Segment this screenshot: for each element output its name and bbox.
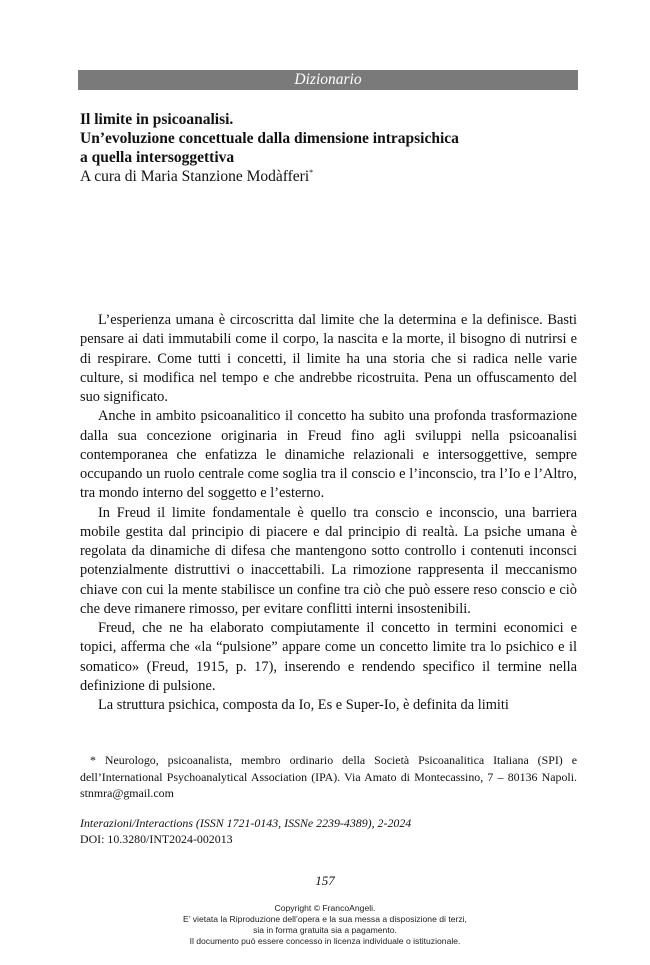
curator-name: A cura di Maria Stanzione Modàfferi — [80, 168, 310, 185]
copyright-line: Il documento può essere concesso in licenza individuale o istituzionale. — [189, 936, 461, 946]
article-title-line-1: Il limite in psicoanalisi. — [80, 111, 234, 128]
journal-citation: Interazioni/Interactions (ISSN 1721-0143, ISSNe 2239-4389), 2-2024 — [80, 816, 412, 830]
journal-doi: DOI: 10.3280/INT2024-002013 — [80, 832, 233, 846]
copyright-line: E’ vietata la Riproduzione dell’opera e la sua messa a disposizione di terzi, — [183, 914, 467, 924]
journal-info — [80, 815, 577, 847]
article-title-line-3: a quella intersoggettiva — [80, 149, 235, 166]
body-paragraph: L’esperienza umana è circoscritta dal limite che la determina e la definisce. Basti pensare ai dati immutabili come il corpo, la nascita e la morte, il bisogno di nutrirsi e di respirare. Come tutti i concetti, il limite ha una storia che si radica nelle varie culture, si modifica nel tempo e che andrebbe ricostruita. Pena un offuscamento del suo significato. — [80, 312, 577, 405]
section-title: Dizionario — [294, 71, 362, 88]
curator-line — [80, 167, 580, 186]
body-paragraph: La struttura psichica, composta da Io, Es e Super-Io, è definita da limiti — [98, 697, 509, 713]
body-paragraph: In Freud il limite fondamentale è quello tra conscio e inconscio, una barriera mobile gestita dal principio di piacere e dal principio di realtà. La psiche umana è regolata da dinamiche di difesa che mantengono sotto controllo i contenuti inconsci potenzialmente distruttivi o inaccettabili. La rimozione rappresenta il meccanismo chiave con cui la mente stabilisce un confine tra ciò che può essere reso conscio e ciò che deve rimanere rimosso, per evitare conflitti interni insostenibili. — [80, 504, 577, 617]
body-paragraph: Freud, che ne ha elaborato compiutamente il concetto in termini economici e topici, afferma che «la “pulsione” appare come un concetto limite tra lo psichico e il somatico» (Freud, 1915, p. 17), inserendo e rendendo specifico il termine nella definizione di pulsione. — [80, 620, 577, 694]
footnote-marker: * — [309, 167, 314, 177]
article-body — [80, 311, 577, 715]
article-title-block — [80, 110, 580, 186]
body-paragraph: Anche in ambito psicoanalitico il concetto ha subito una profonda trasformazione dalla sua concezione originaria in Freud fino agli sviluppi nella psicoanalisi contemporanea che enfatizza le dinamiche relazionali e intersoggettive, sempre occupando un ruolo centrale come soglia tra il conscio e l’inconscio, tra l’Io e l’Altro, tra mondo interno del soggetto e l’esterno. — [80, 408, 577, 502]
copyright-line: Copyright © FrancoAngeli. — [274, 903, 376, 913]
copyright-notice — [0, 903, 650, 947]
article-title-line-2: Un’evoluzione concettuale dalla dimensione intrapsichica — [80, 130, 459, 147]
section-header-bar — [78, 70, 578, 90]
copyright-line: sia in forma gratuita sia a pagamento. — [253, 925, 397, 935]
page-number: 157 — [315, 873, 335, 888]
author-footnote: * Neurologo, psicoanalista, membro ordinario della Società Psicoanalitica Italiana (SPI) e dell’International Psychoanalytical Association (IPA). Via Amato di Montecassino, 7 – 80136 Napoli. stnmra@gmail.com — [80, 753, 577, 801]
